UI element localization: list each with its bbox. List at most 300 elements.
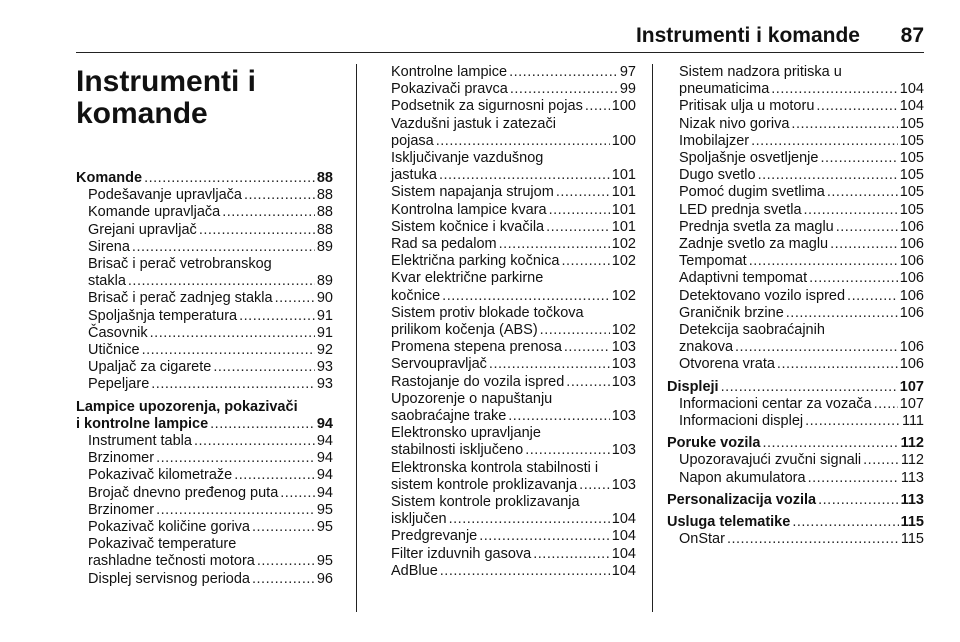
toc-entry-label: Dugo svetlo xyxy=(679,167,756,184)
dot-leader xyxy=(579,477,610,494)
toc-page-number: 113 xyxy=(900,491,924,508)
toc-entry-line[interactable] xyxy=(667,339,924,356)
column-divider xyxy=(356,64,357,612)
toc-entry-line[interactable] xyxy=(76,325,333,342)
toc-entry-line[interactable] xyxy=(379,356,636,373)
toc-entry-label: Displeji xyxy=(667,378,719,395)
toc-entry-line[interactable] xyxy=(76,450,333,467)
toc-entry-label: Prednja svetla za maglu xyxy=(679,218,834,235)
dot-leader xyxy=(194,433,315,450)
toc-entry-label: stabilnosti isključeno xyxy=(391,442,524,459)
toc-entry-label: Podsetnik za sigurnosni pojas xyxy=(391,98,583,115)
dot-leader xyxy=(533,546,610,563)
toc-entry-label: jastuka xyxy=(391,167,437,184)
toc-entry[interactable] xyxy=(379,374,636,391)
toc-page-number: 103 xyxy=(611,356,636,373)
toc-page-number: 104 xyxy=(611,511,636,528)
toc-entry-label: saobraćajne trake xyxy=(391,408,507,425)
toc-entry-line[interactable] xyxy=(76,187,333,204)
toc-entry[interactable] xyxy=(76,450,333,467)
toc-entry[interactable] xyxy=(667,356,924,373)
toc-entry-label: i kontrolne lampice xyxy=(76,415,209,432)
toc-page-number: 106 xyxy=(899,287,924,304)
toc-entry[interactable] xyxy=(76,256,333,290)
toc-entry-label: Utičnice xyxy=(88,342,140,359)
toc-entry[interactable] xyxy=(379,460,636,494)
toc-page-number: 101 xyxy=(611,167,636,184)
toc-entry-label: Pritisak ulja u motoru xyxy=(679,98,815,115)
dot-leader xyxy=(540,322,610,339)
dot-leader xyxy=(509,64,618,81)
toc-entry-line[interactable] xyxy=(76,571,333,588)
toc-entry-line[interactable] xyxy=(667,167,924,184)
toc-entry-line[interactable] xyxy=(379,236,636,253)
toc-entry-line[interactable] xyxy=(667,413,924,430)
toc-page-number: 115 xyxy=(900,514,924,531)
toc-entry-line[interactable] xyxy=(667,184,924,201)
dot-leader xyxy=(222,204,315,221)
toc-entry-line[interactable] xyxy=(76,467,333,484)
toc-entry-line[interactable] xyxy=(667,492,924,509)
toc-entry-line[interactable] xyxy=(379,219,636,236)
toc-page-number: 95 xyxy=(316,501,333,518)
toc-entry[interactable] xyxy=(379,202,636,219)
dot-leader xyxy=(442,288,610,305)
dot-leader xyxy=(546,219,610,236)
toc-entry-label: stakla xyxy=(88,273,126,290)
toc-entry-line[interactable] xyxy=(379,133,636,150)
dot-leader xyxy=(820,150,897,167)
toc-page-number: 102 xyxy=(611,322,636,339)
toc-entry[interactable] xyxy=(667,116,924,133)
toc-entry[interactable] xyxy=(667,531,924,548)
toc-entry-line[interactable] xyxy=(379,98,636,115)
dot-leader xyxy=(566,374,610,391)
toc-entry-label: Pokazivač kilometraže xyxy=(88,467,233,484)
toc-page-number: 88 xyxy=(316,221,333,238)
toc-entry[interactable] xyxy=(667,322,924,356)
column-divider xyxy=(652,64,653,612)
dot-leader xyxy=(280,485,315,502)
toc-entry[interactable] xyxy=(379,64,636,81)
toc-entry[interactable] xyxy=(667,202,924,219)
toc-entry-label: Pokazivači pravca xyxy=(391,81,508,98)
toc-entry[interactable] xyxy=(379,81,636,98)
toc-entry[interactable] xyxy=(76,536,333,570)
dot-leader xyxy=(257,553,315,570)
toc-entry-label: Sistem kočnice i kvačila xyxy=(391,218,545,235)
toc-entry[interactable] xyxy=(379,391,636,425)
toc-page-number: 105 xyxy=(899,115,924,132)
toc-page-number: 115 xyxy=(900,531,924,548)
toc-page-number: 102 xyxy=(611,253,636,270)
toc-section[interactable] xyxy=(667,492,924,509)
toc-page-number: 103 xyxy=(611,339,636,356)
toc-entry-line[interactable] xyxy=(379,81,636,98)
toc-page-number: 106 xyxy=(899,356,924,373)
toc-entry-line[interactable] xyxy=(76,376,333,393)
toc-entry-line[interactable] xyxy=(76,433,333,450)
toc-page-number: 94 xyxy=(316,450,333,467)
toc-entry-line[interactable] xyxy=(76,502,333,519)
toc-entry[interactable] xyxy=(667,167,924,184)
toc-page-number: 106 xyxy=(899,236,924,253)
toc-entry[interactable] xyxy=(667,236,924,253)
toc-entry-line[interactable] xyxy=(76,290,333,307)
dot-leader xyxy=(525,442,610,459)
toc-entry[interactable] xyxy=(379,425,636,459)
toc-page-number: 102 xyxy=(611,236,636,253)
toc-entry-line[interactable] xyxy=(379,477,636,494)
toc-entry[interactable] xyxy=(667,305,924,322)
toc-entry-label: Rastojanje do vozila ispred xyxy=(391,373,565,390)
toc-page-number: 103 xyxy=(611,373,636,390)
toc-entry-label: Brisač i perač zadnjeg stakla xyxy=(88,290,273,307)
toc-page-number: 100 xyxy=(611,132,636,149)
toc-entry[interactable] xyxy=(76,222,333,239)
dot-leader xyxy=(210,416,315,433)
toc-entry-label: Pokazivač količine goriva xyxy=(88,519,250,536)
toc-section[interactable] xyxy=(667,379,924,396)
toc-entry[interactable] xyxy=(76,308,333,325)
toc-entry[interactable] xyxy=(667,270,924,287)
toc-entry[interactable] xyxy=(379,253,636,270)
dot-leader xyxy=(721,379,898,396)
toc-entry[interactable] xyxy=(667,452,924,469)
toc-entry[interactable] xyxy=(667,219,924,236)
dot-leader xyxy=(762,435,898,452)
toc-entry-line[interactable] xyxy=(667,452,924,469)
toc-entry-line[interactable] xyxy=(76,519,333,536)
toc-page-number: 102 xyxy=(611,287,636,304)
toc-entry-line[interactable] xyxy=(379,546,636,563)
toc-entry-line[interactable] xyxy=(76,239,333,256)
toc-entry-label: Elektronska kontrola stabilnosti i xyxy=(391,459,599,476)
toc-entry-label: Rad sa pedalom xyxy=(391,236,497,253)
toc-entry-label: Sistem kontrole proklizavanja xyxy=(391,494,580,511)
toc-entry-label: Filter izduvnih gasova xyxy=(391,545,532,562)
dot-leader xyxy=(830,236,898,253)
toc-entry-label: Kontrolne lampice xyxy=(391,64,508,80)
toc-entry[interactable] xyxy=(379,563,636,580)
toc-entry-line[interactable] xyxy=(667,435,924,452)
toc-entry-label: Instrument tabla xyxy=(88,433,192,450)
dot-leader xyxy=(809,270,898,287)
dot-leader xyxy=(805,413,900,430)
dot-leader xyxy=(751,133,898,150)
dot-leader xyxy=(151,376,315,393)
toc-entry-label: Informacioni centar za vozača xyxy=(679,395,872,412)
toc-page-number: 103 xyxy=(611,476,636,493)
toc-entry-line[interactable] xyxy=(667,133,924,150)
toc-entry-line[interactable] xyxy=(379,408,636,425)
toc-entry-line[interactable] xyxy=(667,288,924,305)
toc-entry-label: Detektovano vozilo ispred xyxy=(679,287,846,304)
toc-entry-label: Sistem protiv blokade točkova xyxy=(391,304,584,321)
toc-entry[interactable] xyxy=(667,184,924,201)
toc-entry-line[interactable] xyxy=(667,253,924,270)
toc-entry[interactable] xyxy=(667,396,924,413)
toc-entry[interactable] xyxy=(379,98,636,115)
dot-leader xyxy=(275,290,315,307)
toc-page-number: 88 xyxy=(316,204,333,221)
toc-page-number: 89 xyxy=(316,273,333,290)
toc-page-number: 104 xyxy=(611,528,636,545)
toc-entry[interactable] xyxy=(76,204,333,221)
toc-entry-line[interactable] xyxy=(667,236,924,253)
toc-entry[interactable] xyxy=(76,467,333,484)
toc-entry[interactable] xyxy=(76,290,333,307)
dot-leader xyxy=(777,356,898,373)
toc-entry-label: Napon akumulatora xyxy=(679,469,806,486)
toc-entry-label: Displej servisnog perioda xyxy=(88,570,250,587)
toc-entry-line[interactable] xyxy=(76,222,333,239)
toc-entry-line[interactable] xyxy=(76,342,333,359)
toc-entry[interactable] xyxy=(379,116,636,150)
toc-entry-line[interactable] xyxy=(379,202,636,219)
toc-entry[interactable] xyxy=(667,288,924,305)
toc-entry-line[interactable] xyxy=(76,485,333,502)
toc-page-number: 106 xyxy=(899,339,924,356)
header-rule xyxy=(76,52,924,53)
toc-entry[interactable] xyxy=(667,64,924,98)
toc-entry-label: AdBlue xyxy=(391,562,438,579)
toc-entry-line[interactable] xyxy=(667,396,924,413)
toc-entry-line[interactable] xyxy=(379,167,636,184)
toc-entry-line[interactable] xyxy=(667,514,924,531)
toc-entry-line[interactable] xyxy=(76,359,333,376)
toc-section[interactable] xyxy=(667,435,924,452)
toc-entry-line[interactable] xyxy=(667,150,924,167)
dot-leader xyxy=(786,305,898,322)
toc-entry[interactable] xyxy=(379,270,636,304)
toc-entry[interactable] xyxy=(379,546,636,563)
dot-leader xyxy=(749,253,898,270)
toc-entry-line[interactable] xyxy=(379,322,636,339)
toc-page-number: 91 xyxy=(316,307,333,324)
toc-entry-line[interactable] xyxy=(379,339,636,356)
toc-entry-label: Brisač i perač vetrobranskog xyxy=(88,256,272,273)
toc-page-number: 99 xyxy=(619,81,636,98)
toc-entry-line[interactable] xyxy=(76,170,333,187)
toc-entry-label: OnStar xyxy=(679,531,725,548)
dot-leader xyxy=(436,133,610,150)
toc-entry[interactable] xyxy=(379,219,636,236)
toc-page-number: 95 xyxy=(316,553,333,570)
dot-leader xyxy=(847,288,898,305)
toc-entry[interactable] xyxy=(379,236,636,253)
toc-entry[interactable] xyxy=(76,376,333,393)
toc-entry-line[interactable] xyxy=(667,270,924,287)
toc-column-2 xyxy=(379,64,636,580)
toc-page-number: 104 xyxy=(899,98,924,115)
toc-section[interactable] xyxy=(76,170,333,187)
toc-entry-line[interactable] xyxy=(76,273,333,290)
toc-entry-line[interactable] xyxy=(667,531,924,548)
toc-page-number: 90 xyxy=(316,290,333,307)
toc-entry-label: Podešavanje upravljača xyxy=(88,187,242,204)
running-title: Instrumenti i komande xyxy=(635,24,860,47)
toc-page-number: 103 xyxy=(611,442,636,459)
toc-entry-label: Brzinomer xyxy=(88,501,155,518)
dot-leader xyxy=(510,81,618,98)
toc-entry-line[interactable] xyxy=(379,442,636,459)
toc-entry-label: Imobilajzer xyxy=(679,132,750,149)
toc-page-number: 113 xyxy=(900,469,924,486)
toc-entry[interactable] xyxy=(76,342,333,359)
toc-entry-line[interactable] xyxy=(379,253,636,270)
dot-leader xyxy=(150,325,315,342)
dot-leader xyxy=(252,519,315,536)
dot-leader xyxy=(239,308,315,325)
toc-entry[interactable] xyxy=(76,502,333,519)
toc-page-number: 95 xyxy=(316,519,333,536)
toc-entry-line[interactable] xyxy=(667,356,924,373)
toc-page-number: 93 xyxy=(316,376,333,393)
dot-leader xyxy=(142,342,315,359)
dot-leader xyxy=(440,563,610,580)
dot-leader xyxy=(508,408,610,425)
toc-entry[interactable] xyxy=(379,305,636,339)
toc-entry-label: Graničnik brzine xyxy=(679,304,784,321)
dot-leader xyxy=(818,492,898,509)
toc-entry-line[interactable] xyxy=(667,379,924,396)
toc-entry-label: Promena stepena prenosa xyxy=(391,339,562,356)
toc-entry-line[interactable] xyxy=(76,553,333,570)
chapter-title: Instrumenti i komande xyxy=(76,65,257,130)
dot-leader xyxy=(561,253,609,270)
toc-page-number: 106 xyxy=(899,270,924,287)
toc-entry-line[interactable] xyxy=(379,184,636,201)
toc-page-number: 105 xyxy=(899,167,924,184)
toc-page-number: 104 xyxy=(611,545,636,562)
toc-entry-line[interactable] xyxy=(379,64,636,81)
toc-entry[interactable] xyxy=(76,359,333,376)
dot-leader xyxy=(244,187,315,204)
toc-entry-label: Komande xyxy=(76,170,143,186)
toc-page-number: 104 xyxy=(611,562,636,579)
toc-entry-label: Detekcija saobraćajnih xyxy=(679,322,825,339)
toc-entry-line[interactable] xyxy=(76,416,333,433)
dot-leader xyxy=(549,202,610,219)
toc-entry-line[interactable] xyxy=(379,374,636,391)
toc-entry-line[interactable] xyxy=(379,511,636,528)
toc-page-number: 97 xyxy=(619,64,636,80)
toc-entry[interactable] xyxy=(379,339,636,356)
toc-entry[interactable] xyxy=(667,413,924,430)
toc-entry-label: Vazdušni jastuk i zatezači xyxy=(391,115,556,132)
toc-page-number: 105 xyxy=(899,184,924,201)
toc-column-1 xyxy=(76,64,333,588)
dot-leader xyxy=(156,502,315,519)
toc-entry[interactable] xyxy=(379,528,636,545)
toc-entry-label: Pomoć dugim svetlima xyxy=(679,184,825,201)
dot-leader xyxy=(556,184,610,201)
toc-entry-label: Adaptivni tempomat xyxy=(679,270,808,287)
toc-entry-line[interactable] xyxy=(667,98,924,115)
toc-entry[interactable] xyxy=(379,356,636,373)
toc-section[interactable] xyxy=(76,399,333,433)
toc-entry-label: Kvar električne parkirne xyxy=(391,270,544,287)
toc-column-3 xyxy=(667,64,924,548)
toc-entry-label: Komande upravljača xyxy=(88,204,221,221)
toc-entry-label: Zadnje svetlo za maglu xyxy=(679,236,829,253)
toc-entry-label: Brojač dnevno pređenog puta xyxy=(88,484,279,501)
toc-entry[interactable] xyxy=(667,133,924,150)
toc-entry-line[interactable] xyxy=(667,202,924,219)
dot-leader xyxy=(479,528,610,545)
toc-entry-label: kočnice xyxy=(391,287,441,304)
toc-entry[interactable] xyxy=(76,239,333,256)
toc-entry[interactable] xyxy=(667,98,924,115)
toc-entry-line[interactable] xyxy=(76,204,333,221)
dot-leader xyxy=(816,98,897,115)
toc-entry-label: Upaljač za cigarete xyxy=(88,359,212,376)
dot-leader xyxy=(791,116,897,133)
toc-entry-label: Lampice upozorenja, pokazivači xyxy=(76,398,298,415)
toc-page-number: 91 xyxy=(316,324,333,341)
toc-entry[interactable] xyxy=(76,325,333,342)
dot-leader xyxy=(199,222,315,239)
dot-leader xyxy=(489,356,610,373)
dot-leader xyxy=(804,202,898,219)
toc-page-number: 111 xyxy=(901,413,924,430)
toc-entry[interactable] xyxy=(76,485,333,502)
page-number: 87 xyxy=(900,24,924,47)
dot-leader xyxy=(585,98,610,115)
toc-entry-label: Sistem napajanja strujom xyxy=(391,184,554,201)
dot-leader xyxy=(213,359,315,376)
toc-page-number: 88 xyxy=(316,170,333,186)
toc-entry-line[interactable] xyxy=(667,81,924,98)
toc-entry-line[interactable] xyxy=(667,470,924,487)
toc-entry-line[interactable] xyxy=(379,563,636,580)
toc-entry[interactable] xyxy=(379,494,636,528)
toc-entry-label: Sistem nadzora pritiska u xyxy=(679,64,842,80)
toc-entry[interactable] xyxy=(667,253,924,270)
toc-page-number: 94 xyxy=(316,484,333,501)
toc-entry[interactable] xyxy=(76,187,333,204)
toc-page-number: 96 xyxy=(316,570,333,587)
toc-entry-line[interactable] xyxy=(667,116,924,133)
dot-leader xyxy=(252,571,315,588)
toc-entry-line[interactable] xyxy=(76,308,333,325)
toc-entry-label: Grejani upravljač xyxy=(88,221,197,238)
toc-entry[interactable] xyxy=(667,470,924,487)
toc-entry-line[interactable] xyxy=(667,305,924,322)
toc-page-number: 101 xyxy=(611,184,636,201)
dot-leader xyxy=(564,339,610,356)
toc-entry-line[interactable] xyxy=(379,528,636,545)
toc-entry[interactable] xyxy=(76,571,333,588)
toc-entry-label: sistem kontrole proklizavanja xyxy=(391,476,578,493)
toc-page-number: 107 xyxy=(899,395,924,412)
toc-section[interactable] xyxy=(667,514,924,531)
toc-page-number: 94 xyxy=(316,415,333,432)
toc-page-number: 107 xyxy=(899,378,924,395)
toc-entry[interactable] xyxy=(379,184,636,201)
toc-entry-label: Upozorenje o napuštanju xyxy=(391,390,553,407)
toc-entry[interactable] xyxy=(76,433,333,450)
toc-entry-line[interactable] xyxy=(667,219,924,236)
toc-entry-line[interactable] xyxy=(379,288,636,305)
toc-entry-label: Elektronsko upravljanje xyxy=(391,425,541,442)
dot-leader xyxy=(874,396,898,413)
toc-entry[interactable] xyxy=(667,150,924,167)
toc-entry[interactable] xyxy=(76,519,333,536)
dot-leader xyxy=(758,167,898,184)
toc-entry[interactable] xyxy=(379,150,636,184)
